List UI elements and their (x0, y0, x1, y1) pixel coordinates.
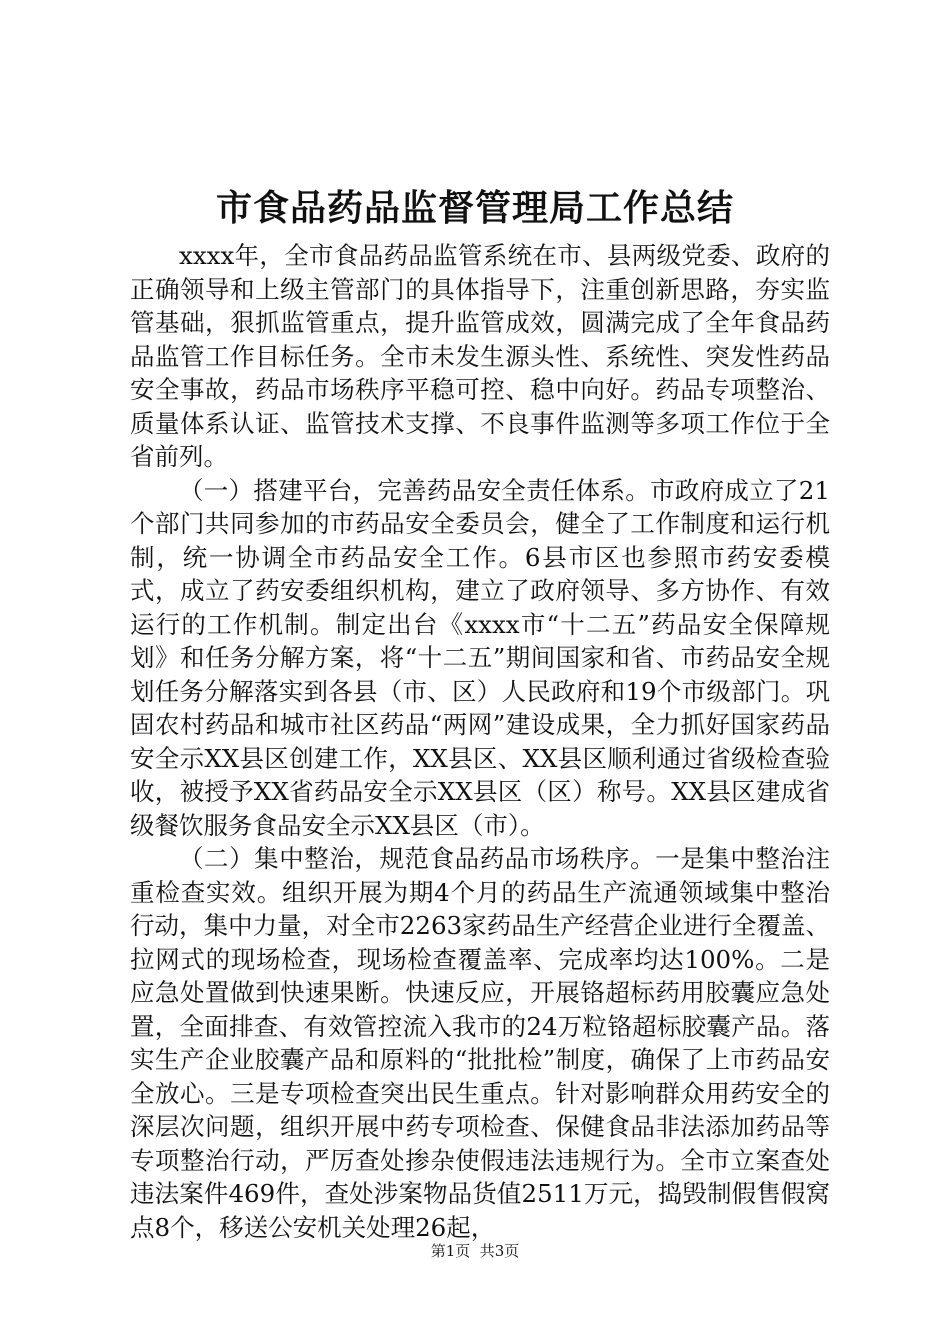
paragraph-section-2: （二）集中整治，规范食品药品市场秩序。一是集中整治注重检查实效。组织开展为期4个月的药品生产流通领域集中整治行动，集中力量，对全市2263家药品生产经营企业进行全覆盖、拉网式的现场检查，现场检查覆盖率、完成率均达100%。二是应急处置做到快速果断。快速反应，开展铬超标药用胶囊应急处置，全面排查、有效管控流入我市的24万粒铬超标胶囊产品。落实生产企业胶囊产品和原料的“批批检”制度，确保了上市药品安全放心。三是专项检查突出民生重点。针对影响群众用药安全的深层次问题，组织开展中药专项检查、保健食品非法添加药品等专项整治行动，严厉查处掺杂使假违法违规行为。全市立案查处违法案件469件，查处涉案物品货值2511万元，捣毁制假售假窝点8个，移送公安机关处理26起， (130, 844, 830, 1242)
page-number: 第1页 共3页 (430, 1242, 520, 1260)
paragraph-intro: xxxx年，全市食品药品监管系统在市、县两级党委、政府的正确领导和上级主管部门的具体指导下，注重创新思路，夯实监管基础，狠抓监管重点，提升监管成效，圆满完成了全年食品药品监管工作目标任务。全市未发生源头性、系统性、突发性药品安全事故，药品市场秩序平稳可控、稳中向好。药品专项整治、质量体系认证、监管技术支撑、不良事件监测等多项工作位于全省前列。 (130, 241, 830, 471)
document-title: 市食品药品监督管理局工作总结 (215, 187, 734, 229)
document-body (130, 239, 830, 1244)
page-footer (0, 1241, 950, 1261)
paragraph-section-1: （一）搭建平台，完善药品安全责任体系。市政府成立了21个部门共同参加的市药品安全委员会，健全了工作制度和运行机制，统一协调全市药品安全工作。6县市区也参照市药安委模式，成立了药安委组织机构，建立了政府领导、多方协作、有效运行的工作机制。制定出台《xxxx市“十二五”药品安全保障规划》和任务分解方案，将“十二五”期间国家和省、市药品安全规划任务分解落实到各县（市、区）人民政府和19个市级部门。巩固农村药品和城市社区药品“两网”建设成果，全力抓好国家药品安全示XX县区创建工作，XX县区、XX县区顺利通过省级检查验收，被授予XX省药品安全示XX县区（区）称号。XX县区建成省级餐饮服务食品安全示XX县区（市）。 (130, 475, 830, 840)
